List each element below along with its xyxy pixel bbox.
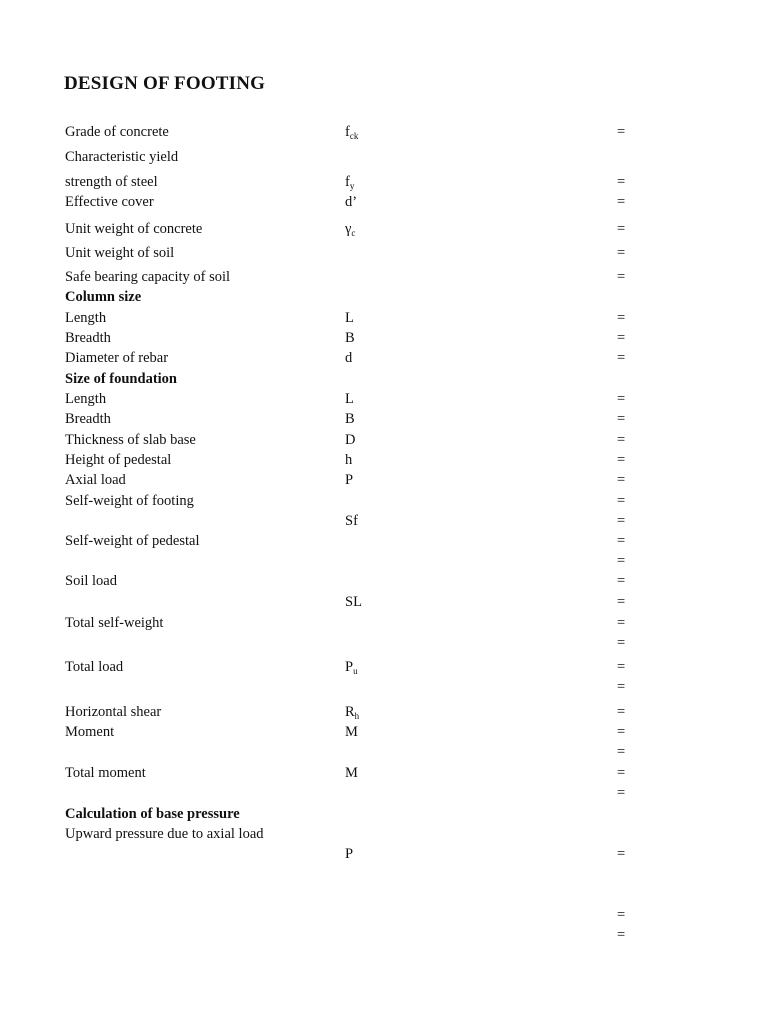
equals-sign: = [617,679,626,695]
row-label: Safe bearing capacity of soil [65,269,231,285]
row-symbol [345,122,358,142]
symbol-main: h [345,452,353,468]
row-symbol [345,511,358,531]
row-label: Diameter of rebar [65,350,169,366]
row-symbol [345,450,352,470]
row-symbol [345,844,353,864]
equals-sign: = [617,659,626,675]
table-row [0,470,768,490]
table-row [0,491,768,511]
symbol-main: f [345,174,350,190]
table-row [0,287,768,307]
row-label: Characteristic yield [65,149,179,165]
equals-sign: = [617,411,626,427]
symbol-main: B [345,411,355,427]
table-row [0,389,768,409]
row-label: Axial load [65,472,126,488]
equals-sign: = [617,846,626,862]
row-label: Length [65,310,107,326]
symbol-main: D [345,432,356,448]
symbol-main: Sf [345,513,358,529]
table-row [0,804,768,824]
symbol-main: M [345,765,358,781]
table-row [0,844,768,864]
symbol-main: SL [345,594,362,610]
table-row [0,905,768,925]
table-row [0,348,768,368]
row-label: Self-weight of footing [65,493,194,509]
equals-sign: = [617,785,626,801]
symbol-main: γ [345,221,352,237]
row-symbol [345,722,358,742]
symbol-main: B [345,330,355,346]
row-label: Total self-weight [65,615,164,631]
equals-sign: = [617,744,626,760]
row-label: strength of steel [65,174,158,190]
equals-sign: = [617,594,626,610]
table-row [0,633,768,653]
table-row [0,328,768,348]
table-row [0,369,768,389]
row-label: Effective cover [65,194,154,210]
equals-sign: = [617,704,626,720]
table-row [0,722,768,742]
symbol-subscript: y [349,181,355,191]
equals-sign: = [617,927,626,943]
equals-sign: = [617,174,626,190]
row-symbol [345,470,353,490]
equals-sign: = [617,765,626,781]
equals-sign: = [617,310,626,326]
table-row [0,511,768,531]
symbol-subscript: u [353,666,358,676]
table-row [0,702,768,722]
table-row [0,430,768,450]
row-symbol [345,430,355,450]
table-row [0,742,768,762]
page-title: DESIGN OF FOOTING [64,73,266,94]
table-row [0,219,768,239]
symbol-main: P [345,659,354,675]
table-row [0,308,768,328]
symbol-main: d [345,350,353,366]
table-row [0,824,768,844]
table-row [0,450,768,470]
equals-sign: = [617,124,626,140]
row-label: Total load [65,659,124,675]
row-symbol [345,763,358,783]
symbol-main: P [345,846,354,862]
row-symbol [345,192,357,212]
equals-sign: = [617,432,626,448]
section-heading: Calculation of base pressure [65,806,240,822]
equals-sign: = [617,221,626,237]
table-row [0,551,768,571]
row-label: Height of pedestal [65,452,172,468]
table-row [0,925,768,945]
equals-sign: = [617,724,626,740]
row-label: Length [65,391,107,407]
section-heading: Column size [65,289,142,305]
equals-sign: = [617,573,626,589]
equals-sign: = [617,513,626,529]
row-label: Self-weight of pedestal [65,533,200,549]
equals-sign: = [617,350,626,366]
equals-sign: = [617,452,626,468]
table-row [0,172,768,192]
row-label: Upward pressure due to axial load [65,826,264,842]
row-symbol [345,409,355,429]
symbol-main: f [345,124,350,140]
symbol-subscript: c [351,228,356,238]
row-label: Soil load [65,573,117,589]
symbol-subscript: h [354,711,360,721]
section-heading: Size of foundation [65,371,177,387]
row-label: Breadth [65,411,111,427]
table-row [0,531,768,551]
row-label: Moment [65,724,115,740]
equals-sign: = [617,907,626,923]
equals-sign: = [617,635,626,651]
equals-sign: = [617,533,626,549]
equals-sign: = [617,269,626,285]
row-symbol [345,348,352,368]
row-label: Grade of concrete [65,124,169,140]
row-symbol [345,592,362,612]
symbol-main: d’ [345,194,358,210]
table-row [0,409,768,429]
equals-sign: = [617,472,626,488]
equals-sign: = [617,245,626,261]
row-symbol [345,702,359,722]
row-symbol [345,389,354,409]
equals-sign: = [617,194,626,210]
equals-sign: = [617,330,626,346]
row-label: Horizontal shear [65,704,162,720]
symbol-main: L [345,310,354,326]
symbol-main: R [345,704,355,720]
table-row [0,677,768,697]
row-symbol [345,172,354,192]
table-row [0,267,768,287]
row-symbol [345,328,355,348]
table-row [0,763,768,783]
equals-sign: = [617,615,626,631]
row-symbol [345,657,358,677]
table-row [0,147,768,167]
row-label: Breadth [65,330,111,346]
table-row [0,192,768,212]
equals-sign: = [617,391,626,407]
symbol-main: P [345,472,354,488]
equals-sign: = [617,493,626,509]
table-row [0,783,768,803]
row-symbol [345,308,354,328]
row-symbol [345,219,355,239]
equals-sign: = [617,553,626,569]
table-row [0,592,768,612]
table-row [0,122,768,142]
table-row [0,613,768,633]
row-label: Unit weight of concrete [65,221,203,237]
row-label: Unit weight of soil [65,245,175,261]
row-label: Thickness of slab base [65,432,196,448]
symbol-main: M [345,724,358,740]
table-row [0,657,768,677]
symbol-subscript: ck [349,131,359,141]
row-label: Total moment [65,765,146,781]
table-row [0,243,768,263]
table-row [0,571,768,591]
symbol-main: L [345,391,354,407]
